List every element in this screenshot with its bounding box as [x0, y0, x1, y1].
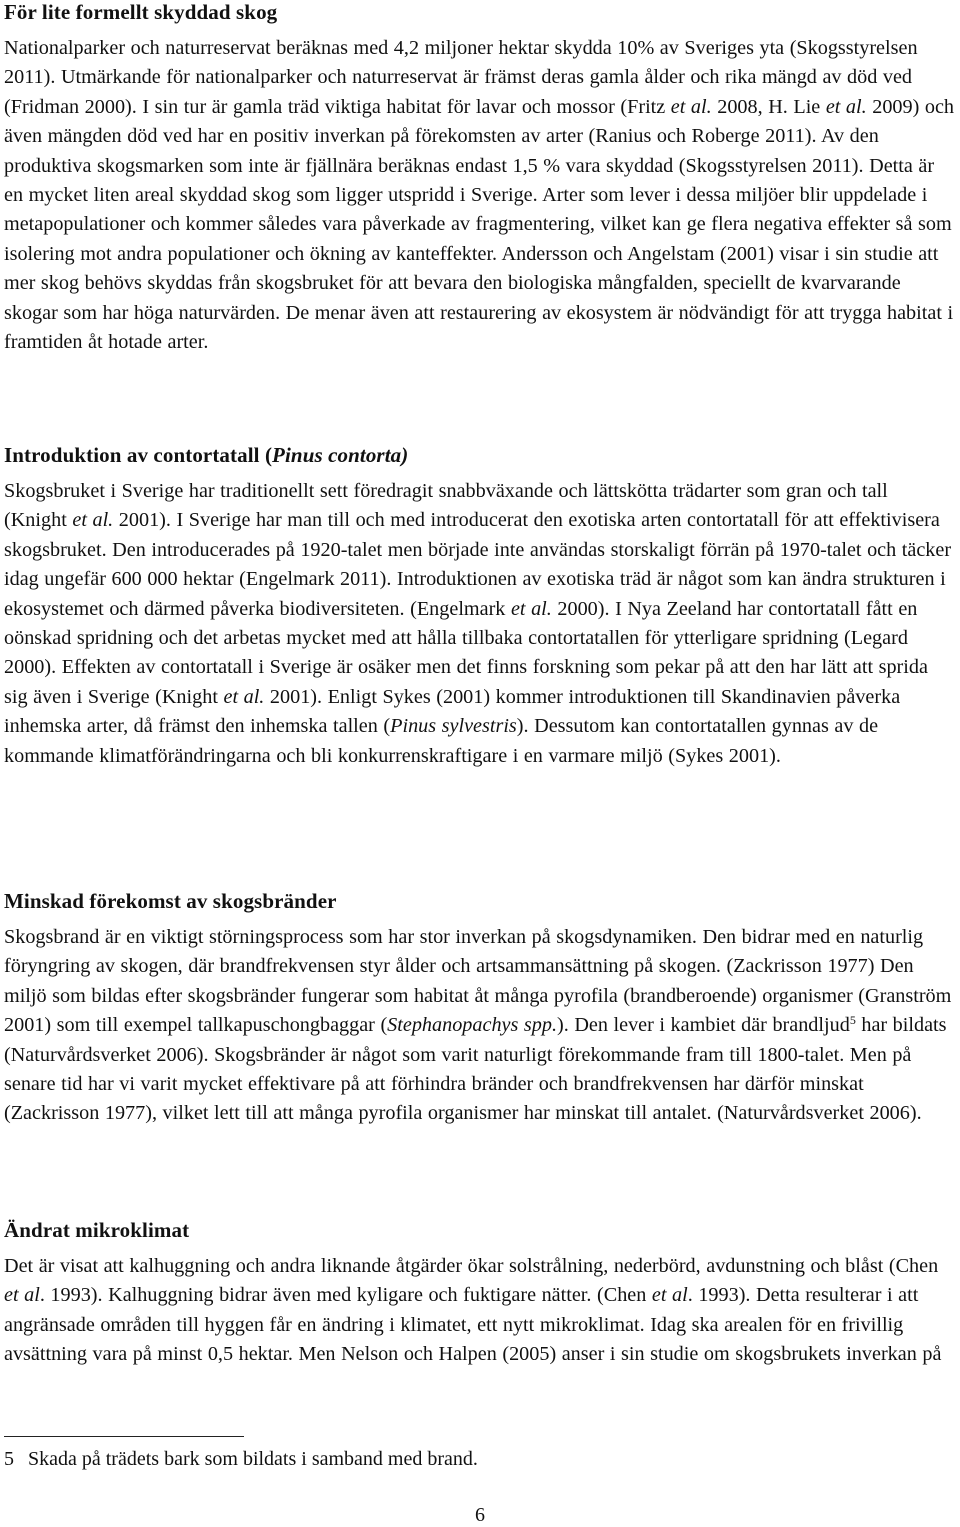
text-run: 2001). Enligt Sykes (2001) kommer introduktionen till Skandinavien påverka inhemska arter, då främst den inhemska tallen ( [4, 685, 901, 738]
section-paragraph [4, 477, 956, 771]
footnote-reference: 5 [849, 1013, 856, 1028]
text-run: 2001). I Sverige har man till och med introducerat den exotiska arten contortatall för att effektivisera skogsbruket. Den introducerades på 1920-talet men började inte användas storskaligt förrän på 1970-talet och täcker idag ungefär 600 000 hektar (Engelmark 2011). Introduktionen av exotiska träd är något som kan ändra strukturen i ekosystemet och därmed påverka biodiversiteten. (Engelmark [4, 509, 952, 620]
footnote-text: Skada på trädets bark som bildats i samband med brand. [28, 1448, 478, 1470]
italic-text: et al. [223, 685, 265, 708]
text-run: ). Dessutom kan contortatallen gynnas av de kommande klimatförändringarna och bli konkurrenskraftigare i en varmare miljö (Sykes 2001). [4, 715, 879, 767]
section-heading: Introduktion av contortatall (Pinus contorta) [4, 443, 409, 467]
section-microclimate [4, 1218, 956, 1370]
section-forest-fires [4, 889, 956, 1129]
section-heading: Minskad förekomst av skogsbränder [4, 889, 337, 913]
text-run: 2008, H. Lie [711, 95, 826, 118]
section-paragraph [4, 923, 956, 1129]
text-run: Skogsbrand är en viktigt störningsprocess som har stor inverkan på skogsdynamiken. Den bidrar med en naturlig föryngring av skogen, där brandfrekvensen styr ålder och artsammansättning på skogen. (Zackrisson 1977) Den miljö som bildas efter skogsbränder fungerar som habitat åt många pyrofila (brandberoende) organismer (Granström 2001) som till exempel tallkapuschongbaggar ( [4, 926, 952, 1037]
italic-text: et al. [72, 509, 114, 532]
italic-text: et al. [825, 95, 867, 118]
italic-text: et al [4, 1284, 40, 1307]
italic-text: et al. [510, 597, 552, 620]
footnote [4, 1446, 478, 1472]
section-paragraph [4, 1252, 956, 1370]
italic-text: et al. [670, 95, 712, 118]
section-paragraph [4, 34, 956, 357]
italic-text: Pinus sylvestris [390, 715, 517, 738]
footnote-divider [4, 1436, 244, 1437]
section-heading: Ändrat mikroklimat [4, 1218, 190, 1242]
section-contorta [4, 443, 956, 771]
text-run: ). Den lever i kambiet där brandljud [557, 1014, 850, 1037]
text-run: Nationalparker och naturreservat beräknas med 4,2 miljoner hektar skydda 10% av Sveriges yta (Skogsstyrelsen 2011). Utmärkande för nationalparker och naturreservat är främst deras gamla ålder och rika mängd av död ved (Fridman 2000). I sin tur är gamla träd viktiga habitat för lavar och mossor (Fritz [4, 37, 918, 118]
text-run: har bildats (Naturvårdsverket 2006). Skogsbränder är något som varit naturligt förekommande fram till 1800-talet. Men på senare tid har vi varit mycket effektivare på att förhindra bränder och brandfrekvensen har därför minskat (Zackrisson 1977), vilket lett till att många pyrofila organismer har minskat till antalet. (Naturvårdsverket 2006). [4, 1014, 947, 1125]
italic-text: Stephanopachys spp. [387, 1014, 557, 1037]
footnote-number: 5 [4, 1448, 14, 1470]
text-run: Det är visat att kalhuggning och andra liknande åtgärder ökar solstrålning, nederbörd, avdunstning och blåst (Chen [4, 1255, 939, 1277]
page-number: 6 [475, 1504, 485, 1526]
text-run: 2009) och även mängden död ved har en positiv inverkan på förekomsten av arter (Ranius och Roberge 2011). Av den produktiva skogsmarken som inte är fjällnära beräknas endast 1,5 % vara skyddad (Skogsstyrelsen 2011). Detta är en mycket liten areal skyddad skog som ligger utspridd i Sverige. Arter som lever i dessa miljöer blir uppdelade i metapopulationer och kommer således vara påverkade av fragmentering, vilket kan ge flera negativa effekter så som isolering mot andra populationer och ökning av kanteffekter. Andersson och Angelstam (2001) visar i sin studie att mer skog behövs skyddas från skogsbruket för att bevara den biologiska mångfalden, speciellt de kvarvarande skogar som har höga naturvärden. De menar även att restaurering av ekosystem är nödvändigt för att trygga habitat i framtiden åt hotade arter. [4, 95, 955, 354]
section-protected-forest [4, 0, 956, 357]
italic-text: et al [651, 1284, 688, 1307]
section-heading: För lite formellt skyddad skog [4, 0, 278, 24]
text-run: 2000). I Nya Zeeland har contortatall fått en oönskad spridning och det arbetas mycket med att hålla tillbaka contortatallen för ytterligare spridning (Legard 2000). Effekten av contortatall i Sverige är osäker men det finns forskning som pekar på att den har lätt att sprida sig även i Sverige (Knight [4, 597, 928, 708]
text-run: Skogsbruket i Sverige har traditionellt sett föredragit snabbväxande och lättskötta trädarter som gran och tall (Knight [4, 480, 888, 532]
text-run: . 1993). Kalhuggning bidrar även med kyligare och fuktigare nätter. (Chen [39, 1284, 652, 1307]
text-run: . 1993). Detta resulterar i att angränsade områden till hyggen får en ändring i klimatet, ett nytt mikroklimat. Idag ska arealen för en frivillig avsättning vara på minst 0,5 hektar. Men Nelson och Halpen (2005) anser i sin studie om skogsbrukets inverkan på [4, 1284, 942, 1366]
